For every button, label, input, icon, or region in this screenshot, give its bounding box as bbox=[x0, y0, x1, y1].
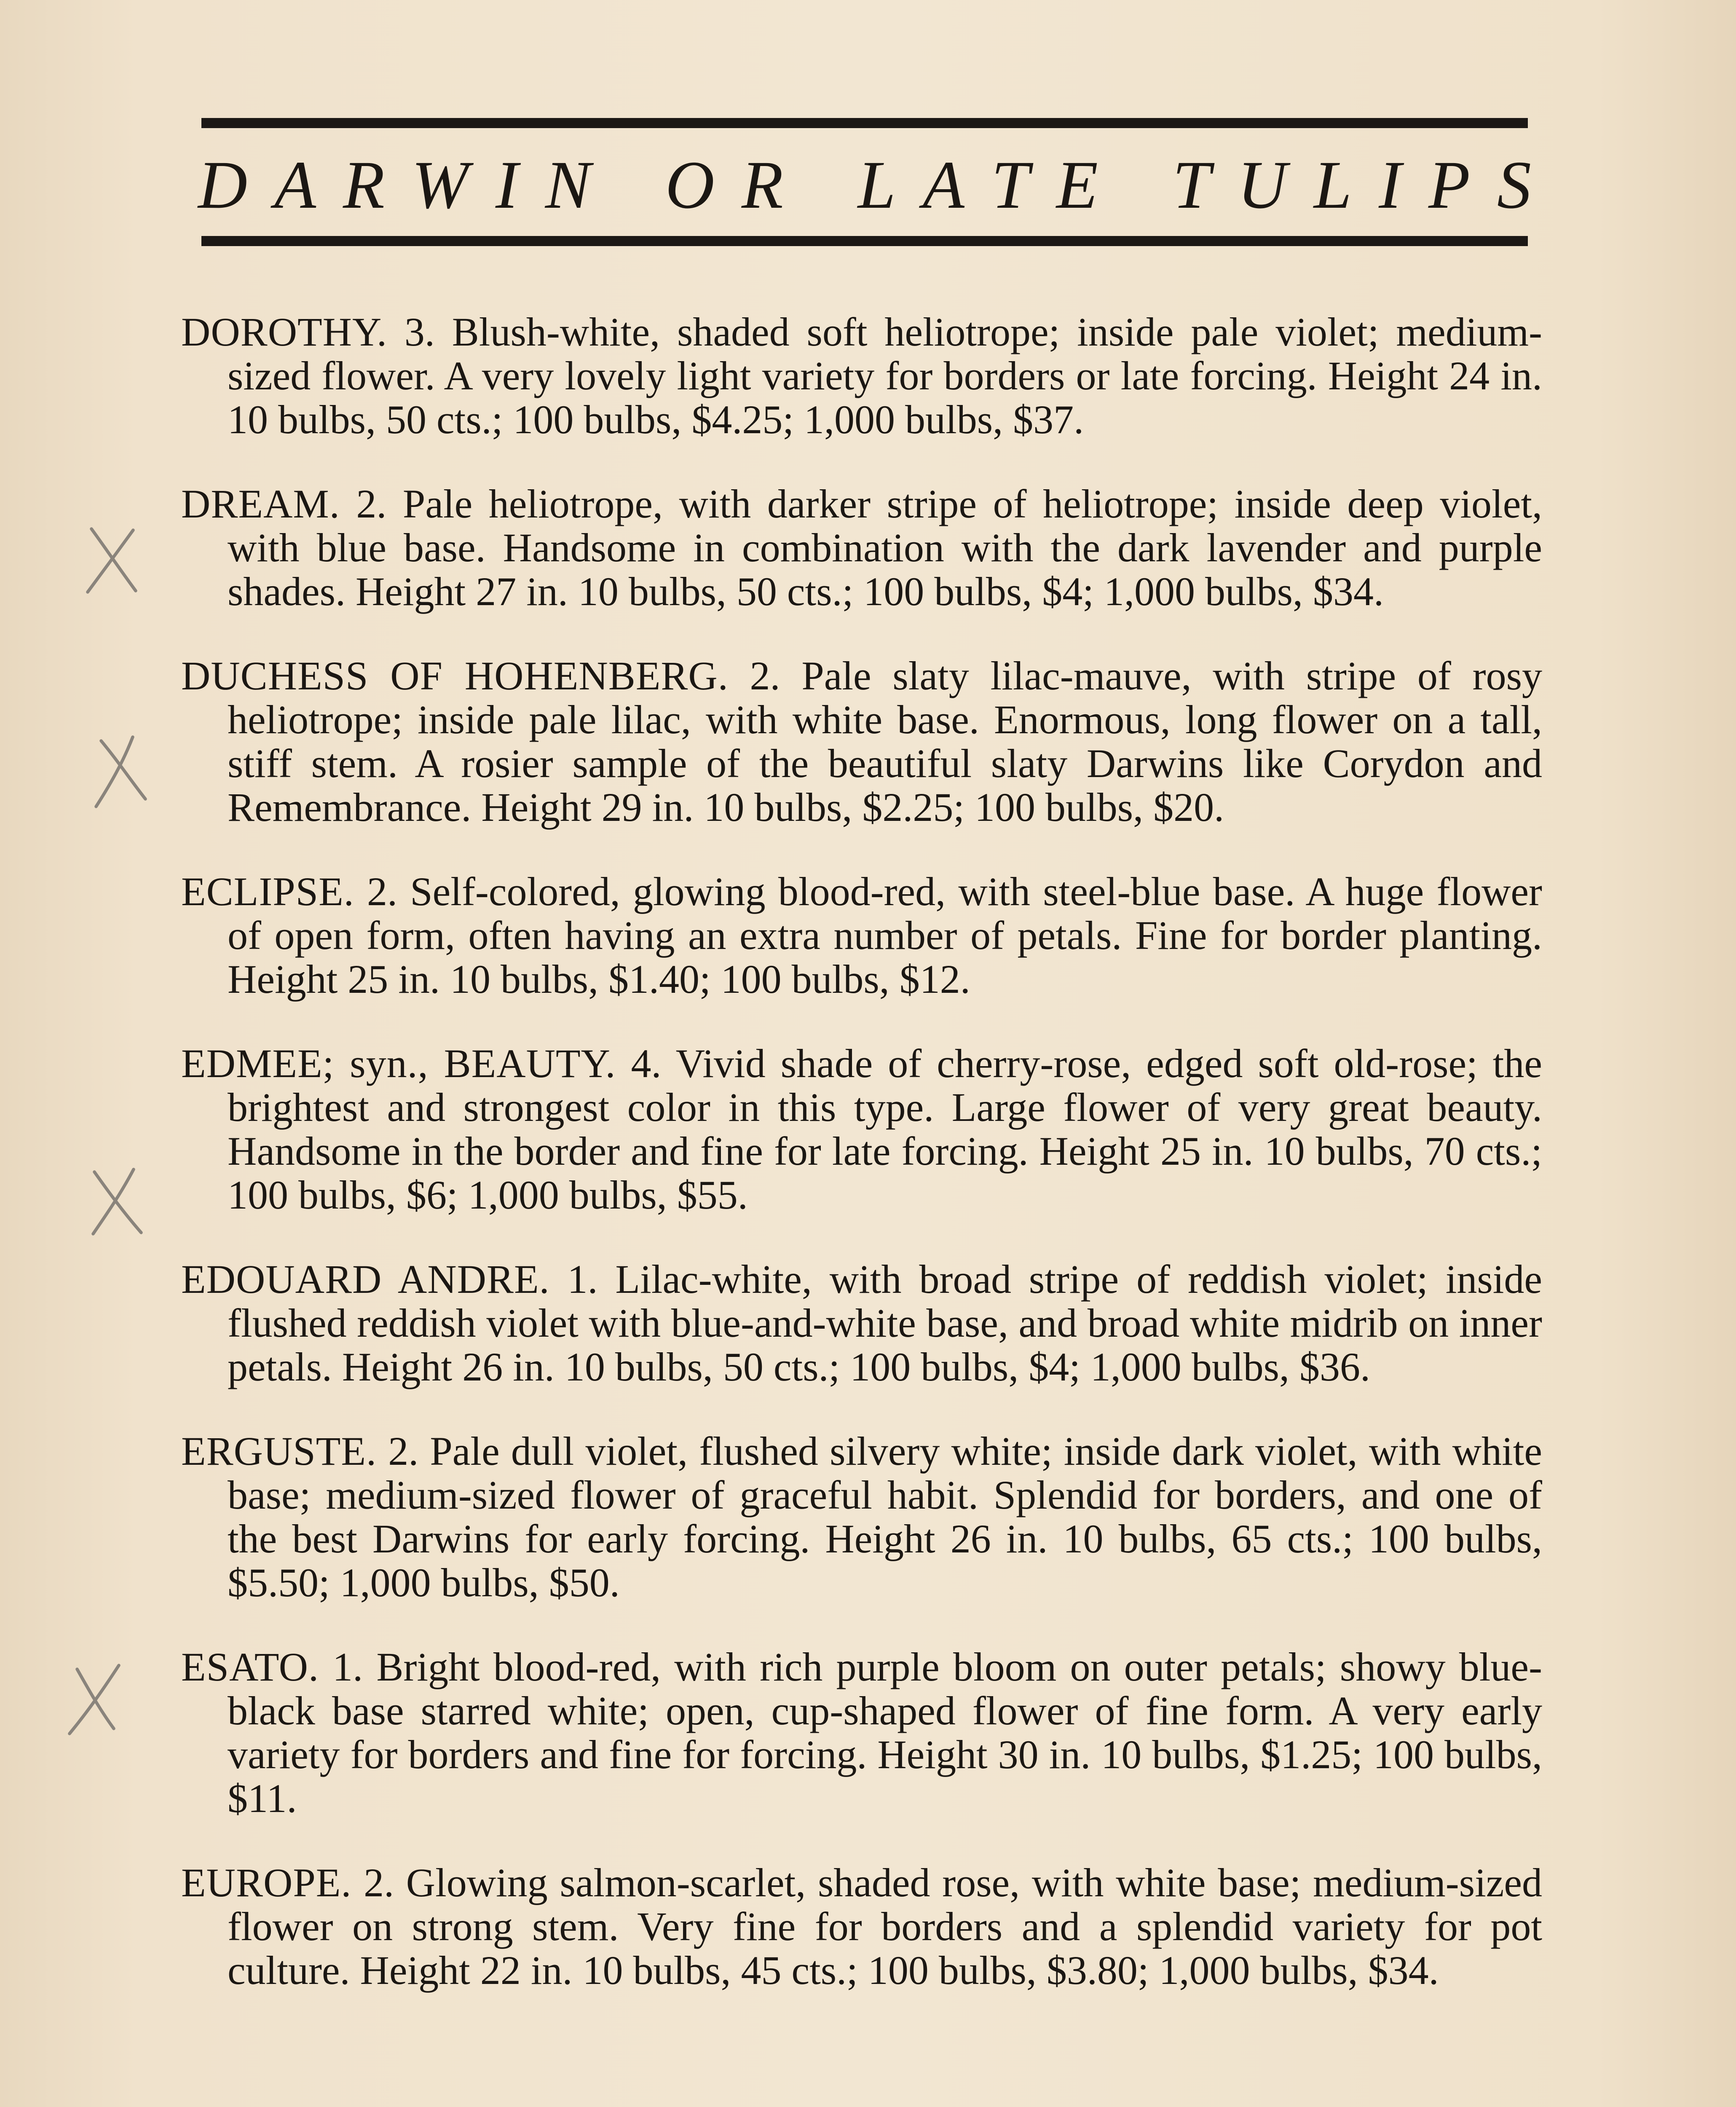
tulip-description: 2. Pale slaty lilac-mauve, with stripe of rosy heliotrope; inside pale lilac, with white base. Enormous, long flower on a tall, stiff stem. A rosier sample of the beautiful slaty Darwins like Corydon and Remembrance. Height 29 in. 10 bulbs, $2.25; 100 bulbs, $20. bbox=[228, 653, 1543, 830]
tulip-entry bbox=[181, 482, 1542, 614]
running-head-letter: P bbox=[1428, 147, 1473, 223]
running-head-letter: L bbox=[1313, 147, 1355, 223]
running-head bbox=[198, 143, 1534, 228]
running-head-word bbox=[665, 146, 786, 225]
running-head-letter: L bbox=[857, 147, 898, 223]
tulip-description: 2. Glowing salmon-scarlet, shaded rose, with white base; medium-sized flower on strong stem. Very fine for borders and a splendid variety for pot culture. Height 22 in. 10 bulbs, 45 cts.; 100 bulbs, $3.80; 1,000 bulbs, $34. bbox=[228, 1860, 1543, 1993]
running-head-letter: I bbox=[495, 147, 521, 223]
running-head-letter: T bbox=[1172, 147, 1213, 223]
running-head-letter: A bbox=[922, 147, 967, 223]
pencil-x-icon bbox=[80, 523, 143, 598]
tulip-entry bbox=[181, 1257, 1542, 1389]
pencil-x-icon bbox=[84, 1163, 147, 1239]
pencil-x-icon bbox=[63, 1660, 126, 1736]
tulip-entry bbox=[181, 1042, 1542, 1217]
pencil-x-mark bbox=[63, 1660, 126, 1736]
tulip-description: 3. Blush-white, shaded soft heliotrope; inside pale violet; medium-sized flower. A very lovely light variety for borders or late forcing. Height 24 in. 10 bulbs, 50 cts.; 100 bulbs, $4.25; 1,000 bulbs, $37. bbox=[228, 309, 1543, 442]
tulip-entry bbox=[181, 1861, 1542, 1992]
tulip-description: 2. Pale heliotrope, with darker stripe of heliotrope; inside deep violet, with blue base. Handsome in combination with the dark lavender and purple shades. Height 27 in. 10 bulbs, 50 cts.; 100 bulbs, $4; 1,000 bulbs, $34. bbox=[228, 481, 1543, 614]
tulip-description: 4. Vivid shade of cherry-rose, edged soft old-rose; the brightest and strongest color in this type. Large flower of very great beauty. Handsome in the border and fine for late forcing. Height 25 in. 10 bulbs, 70 cts.; 100 bulbs, $6; 1,000 bulbs, $55. bbox=[228, 1041, 1543, 1217]
tulip-entry bbox=[181, 310, 1542, 442]
bottom-rule bbox=[201, 236, 1528, 246]
tulip-name: DOROTHY. bbox=[181, 309, 387, 354]
running-head-letter: N bbox=[545, 147, 593, 223]
running-head-letter: D bbox=[198, 147, 250, 223]
pencil-x-mark bbox=[88, 733, 152, 809]
tulip-name: EDOUARD ANDRE. bbox=[181, 1257, 550, 1302]
running-head-word bbox=[1173, 146, 1534, 225]
running-head-letter: U bbox=[1237, 147, 1289, 223]
tulip-name: ESATO. bbox=[181, 1644, 319, 1689]
running-head-letter: T bbox=[991, 147, 1032, 223]
tulip-name: EUROPE. bbox=[181, 1860, 352, 1905]
tulip-description: 1. Bright blood-red, with rich purple bloom on outer petals; showy blue-black base starred white; open, cup-shaped flower of fine form. A very early variety for borders and fine for forcing. Height 30 in. 10 bulbs, $1.25; 100 bulbs, $11. bbox=[228, 1644, 1543, 1821]
running-head-letter: W bbox=[411, 147, 471, 223]
top-rule bbox=[201, 118, 1528, 128]
tulip-entry bbox=[181, 654, 1542, 829]
tulip-name: EDMEE; syn., BEAUTY. bbox=[181, 1041, 616, 1086]
tulip-description: 2. Self-colored, glowing blood-red, with steel-blue base. A huge flower of open form, often having an extra number of petals. Fine for border planting. Height 25 in. 10 bulbs, $1.40; 100 bulbs, $12. bbox=[228, 869, 1543, 1002]
pencil-x-mark bbox=[84, 1163, 147, 1239]
tulip-entry bbox=[181, 1429, 1542, 1605]
pencil-x-mark bbox=[80, 523, 143, 598]
tulip-description: 2. Pale dull violet, flushed silvery white; inside dark violet, with white base; medium-sized flower of graceful habit. Splendid for borders, and one of the best Darwins for early forcing. Height 26 in. 10 bulbs, 65 cts.; 100 bulbs, $5.50; 1,000 bulbs, $50. bbox=[228, 1429, 1542, 1605]
tulip-name: ECLIPSE. bbox=[181, 869, 354, 914]
running-head-word bbox=[858, 146, 1101, 225]
tulip-name: DREAM. bbox=[181, 481, 340, 526]
pencil-x-icon bbox=[88, 733, 152, 809]
running-head-letter: R bbox=[343, 147, 387, 223]
tulip-entry bbox=[181, 1645, 1542, 1820]
tulip-name: DUCHESS OF HOHENBERG. bbox=[181, 653, 729, 698]
running-head-letter: E bbox=[1056, 147, 1101, 223]
tulip-list bbox=[181, 270, 1542, 2017]
running-head-letter: S bbox=[1497, 147, 1534, 223]
running-head-letter: R bbox=[741, 147, 786, 223]
tulip-name: ERGUSTE. bbox=[181, 1429, 377, 1474]
running-head-word bbox=[198, 146, 593, 225]
tulip-entry bbox=[181, 870, 1542, 1001]
running-head-letter: I bbox=[1379, 147, 1404, 223]
running-head-letter: A bbox=[274, 147, 319, 223]
tulip-description: 1. Lilac-white, with broad stripe of reddish violet; inside flushed reddish violet with blue-and-white base, and broad white midrib on inner petals. Height 26 in. 10 bulbs, 50 cts.; 100 bulbs, $4; 1,000 bulbs, $36. bbox=[228, 1257, 1543, 1389]
running-head-letter: O bbox=[665, 147, 717, 223]
